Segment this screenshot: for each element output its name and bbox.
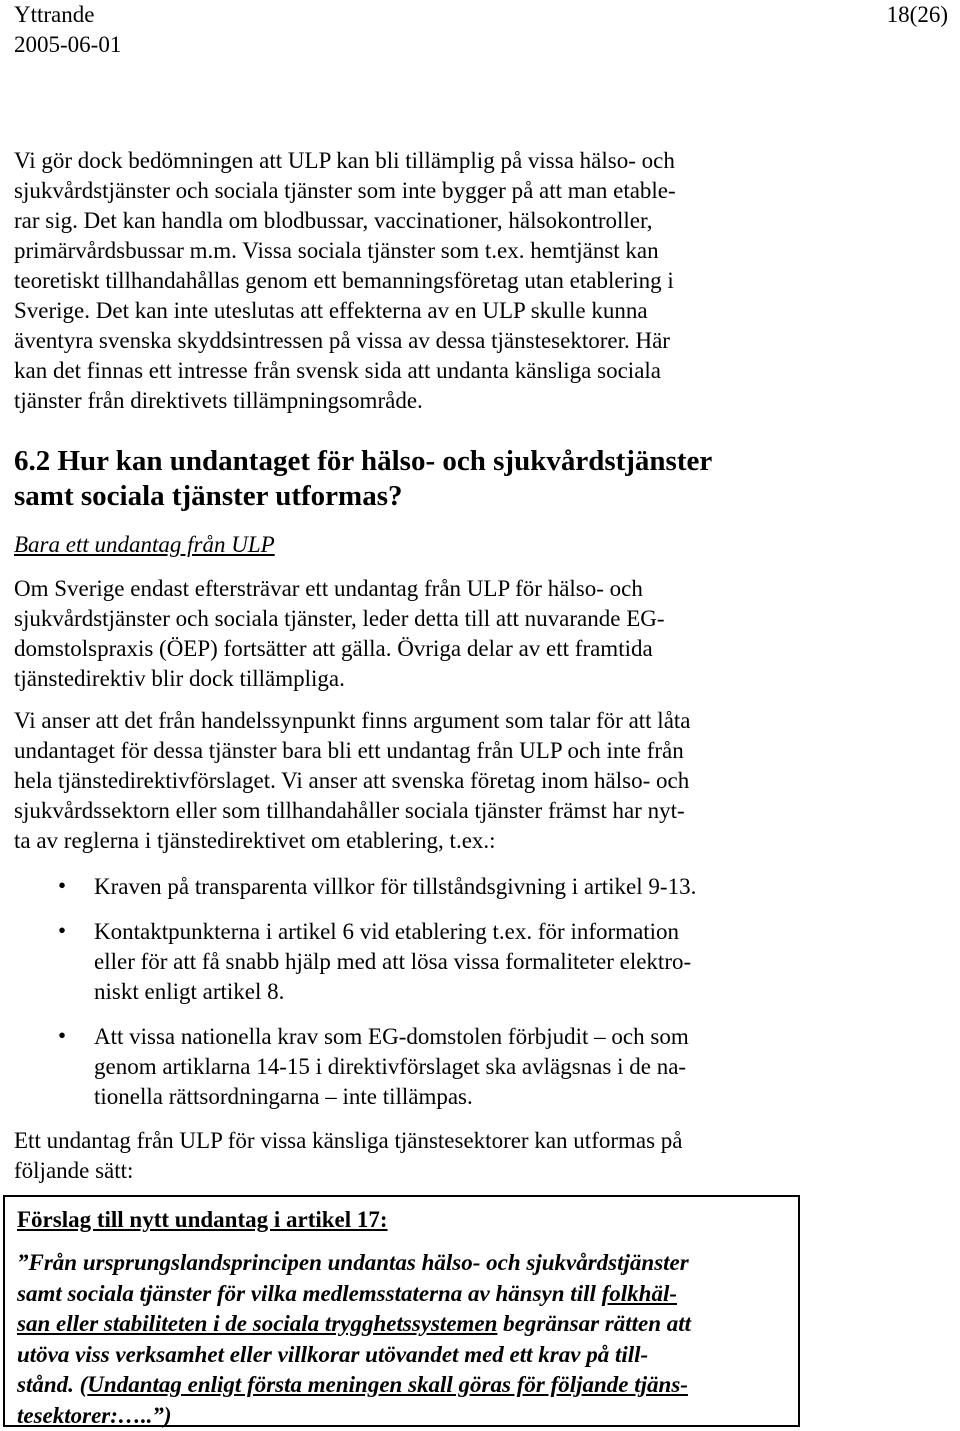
text-line: teoretiskt tillhandahållas genom ett bemanningsföretag utan etablering i [14,266,676,296]
text-line: Om Sverige endast eftersträvar ett undantag från ULP för hälso- och [14,574,665,604]
proposal-box [3,1195,800,1427]
underlined-text: tesektorer:….. [17,1403,152,1428]
text-line: rar sig. Det kan handla om blodbussar, vaccinationer, hälsokontroller, [14,206,676,236]
text-line: primärvårdsbussar m.m. Vissa sociala tjänster som t.ex. hemtjänst kan [14,236,676,266]
paragraph-2 [14,574,665,694]
doc-title: Yttrande [14,0,948,30]
page-number: 18(26) [887,0,948,30]
underlined-text: Undantag enligt första meningen skall göras för följande tjäns- [87,1372,688,1397]
paragraph-3 [14,706,691,856]
doc-date: 2005-06-01 [14,30,948,60]
text-line: tjänstedirektiv blir dock tillämpliga. [14,664,665,694]
proposal-line [17,1370,691,1401]
text-line: sjukvårdstjänster och sociala tjänster som inte bygger på att man etable- [14,176,676,206]
proposal-line [17,1279,691,1310]
text-line: Att vissa nationella krav som EG-domstolen förbjudit – och som [94,1022,689,1052]
text-line: Vi gör dock bedömningen att ULP kan bli tillämplig på vissa hälso- och [14,146,676,176]
text-span: utöva viss verksamhet eller villkorar utövandet med ett krav på till- [17,1342,648,1367]
section-heading [14,444,712,514]
text-line: Vi anser att det från handelssynpunkt finns argument som talar för att låta [14,706,691,736]
text-line: följande sätt: [14,1156,683,1186]
text-span: stånd. ( [17,1372,87,1397]
bullet-dot: • [58,1023,66,1049]
text-span: ”Från ursprungslandsprincipen undantas hälso- och sjukvårdstjänster [17,1250,689,1275]
text-line: hela tjänstedirektivförslaget. Vi anser att svenska företag inom hälso- och [14,766,691,796]
underlined-text: san eller stabiliteten i de sociala trygghetssystemen [17,1311,497,1336]
bullet-dot: • [58,918,66,944]
page-header [14,0,948,60]
text-line: sjukvårdssektorn eller som tillhandahåller sociala tjänster främst har nyt- [14,796,691,826]
paragraph-4 [14,1126,683,1186]
text-span: begränsar rätten att [497,1311,691,1336]
text-line: äventyra svenska skyddsintressen på vissa av dessa tjänstesektorer. Här [14,326,676,356]
bullet-item [94,1022,689,1112]
bullet-item [94,872,696,902]
text-line: tionella rättsordningarna – inte tillämpas. [94,1082,689,1112]
text-line: Sverige. Det kan inte uteslutas att effekterna av en ULP skulle kunna [14,296,676,326]
proposal-line [17,1309,691,1340]
proposal-line [17,1340,691,1371]
proposal-line [17,1248,691,1279]
text-line: sjukvårdstjänster och sociala tjänster, leder detta till att nuvarande EG- [14,604,665,634]
text-line: Kontaktpunkterna i artikel 6 vid etablering t.ex. för information [94,917,691,947]
text-line: genom artiklarna 14-15 i direktivförslaget ska avlägsnas i de na- [94,1052,689,1082]
text-span: samt sociala tjänster för vilka medlemsstaterna av hänsyn till [17,1281,602,1306]
heading-line: 6.2 Hur kan undantaget för hälso- och sjukvårdstjänster [14,444,712,479]
text-line: ta av reglerna i tjänstedirektivet om etablering, t.ex.: [14,826,691,856]
subheading: Bara ett undantag från ULP [14,530,275,560]
text-line: Ett undantag från ULP för vissa känsliga tjänstesektorer kan utformas på [14,1126,683,1156]
paragraph-1 [14,146,676,416]
text-line: eller för att få snabb hjälp med att lösa vissa formaliteter elektro- [94,947,691,977]
text-line: undantaget för dessa tjänster bara bli ett undantag från ULP och inte från [14,736,691,766]
text-line: tjänster från direktivets tillämpningsområde. [14,386,676,416]
text-line: kan det finnas ett intresse från svensk sida att undanta känsliga sociala [14,356,676,386]
bullet-item [94,917,691,1007]
text-line: niskt enligt artikel 8. [94,977,691,1007]
text-line: domstolspraxis (ÖEP) fortsätter att gälla. Övriga delar av ett framtida [14,634,665,664]
text-line: Kraven på transparenta villkor för tillståndsgivning i artikel 9-13. [94,872,696,902]
proposal-line [17,1401,691,1431]
proposal-title: Förslag till nytt undantag i artikel 17: [17,1205,691,1235]
text-span: ”) [152,1403,171,1428]
heading-line: samt sociala tjänster utformas? [14,479,712,514]
underlined-text: folkhäl- [602,1281,677,1306]
bullet-dot: • [58,873,66,899]
